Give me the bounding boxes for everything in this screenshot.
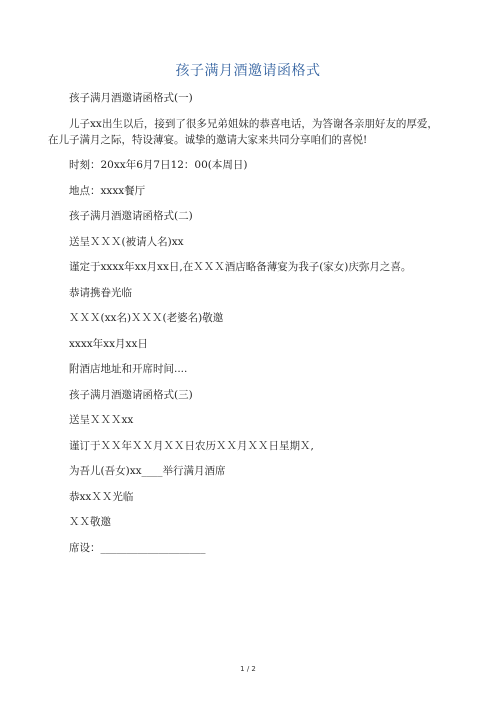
paragraph: xxxx年xx月xx日 [69,337,148,350]
document-body [48,90,448,565]
paragraph: 送呈ＸＸＸ(被请人名)xx [69,235,184,248]
page-number: 1 / 2 [240,665,256,673]
paragraph: 谨定于xxxx年xx月xx日,在ＸＸＸ酒店略备薄宴为我子(家女)庆弥月之喜。 [69,261,412,273]
paragraph: 孩子满月酒邀请函格式(三) [69,388,193,401]
paragraph: 附酒店地址和开席时间.... [69,363,188,375]
paragraph: 为吾儿(吾女)xx____举行满月酒席 [69,465,226,477]
paragraph: ＸＸＸ(xx名)ＸＸＸ(老婆名)敬邀 [69,312,224,324]
paragraph: 席设：____________________ [69,541,206,554]
paragraph: 地点：xxxx餐厅 [69,184,146,197]
paragraph: 谨订于ＸＸ年ＸＸ月ＸＸ日农历ＸＸ月ＸＸ日星期Ｘ, [69,439,314,452]
paragraph: 恭请携眷光临 [69,286,132,299]
paragraph: 送呈ＸＸＸxx [69,414,134,426]
paragraph: 孩子满月酒邀请函格式(一) [69,92,193,104]
paragraph: 孩子满月酒邀请函格式(二) [69,210,193,222]
page-title: 孩子满月酒邀请函格式 [175,63,321,79]
paragraph: 恭xxＸＸ光临 [69,490,134,503]
paragraph: 时刻：20xx年6月7日12：00(本周日) [69,159,248,171]
paragraph: ＸＸ敬邀 [69,516,111,528]
paragraph: 儿子xx出生以后，接到了很多兄弟姐妹的恭喜电话，为答谢各亲朋好友的厚爱，在儿子满月之际，特设薄宴。诚挚的邀请大家来共同分享咱们的喜悦! [48,117,438,146]
